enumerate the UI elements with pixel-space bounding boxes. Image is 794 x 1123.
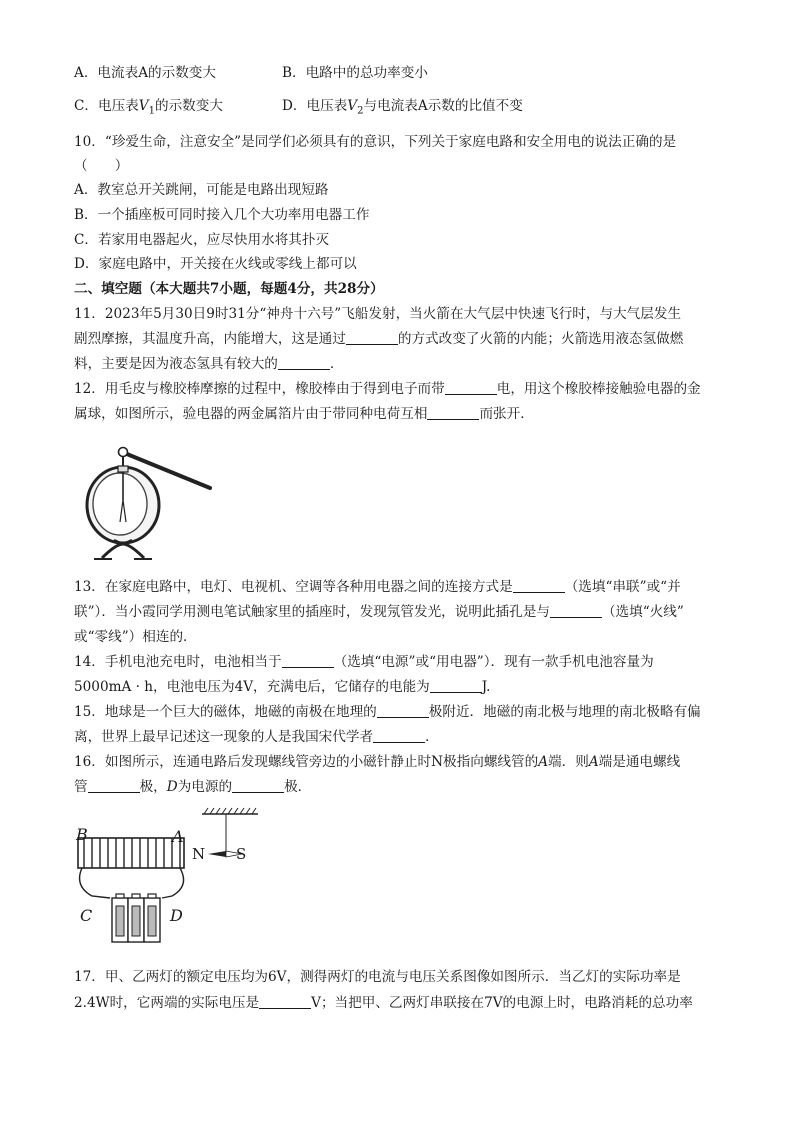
section-heading: 二、填空题（本大题共7小题，每题4分，共28分） <box>74 281 384 297</box>
q10-option-c: C．若家用电器起火，应尽快用水将其扑灭 <box>74 232 330 248</box>
answer-blank <box>513 578 565 593</box>
q16-line-1: 16．如图所示，连通电路后发现螺线管旁边的小磁针静止时N极指向螺线管的A端．则A端是通电螺线 <box>74 754 681 770</box>
label-a: A <box>172 827 184 846</box>
q11-line-2: 剧烈摩擦，其温度升高，内能增大，这是通过 的方式改变了火箭的内能；火箭选用液态氢做燃 <box>74 331 684 347</box>
electroscope-figure <box>76 440 216 562</box>
answer-blank <box>427 405 479 420</box>
label-b: B <box>76 825 88 844</box>
q15-line-2: 离，世界上最早记述这一现象的人是我国宋代学者 ． <box>74 729 439 745</box>
answer-blank <box>88 778 140 793</box>
q12-line-2: 属球，如图所示，验电器的两金属箔片由于带同种电荷互相 而张开． <box>74 406 534 422</box>
q12-line-1: 12．用毛皮与橡胶棒摩擦的过程中，橡胶棒由于得到电子而带 电，用这个橡胶棒接触验电器的金 <box>74 381 701 397</box>
q10-option-a: A．教室总开关跳闸，可能是电路出现短路 <box>74 182 329 198</box>
q11-line-1: 11．2023年5月30日9时31分“神舟十六号”飞船发射，当火箭在大气层中快速飞行时，与大气层发生 <box>74 306 682 322</box>
label-n: N <box>192 845 206 863</box>
q17-line-1: 17．甲、乙两灯的额定电压均为6V，测得两灯的电流与电压关系图像如图所示．当乙灯的实际功率是 <box>74 969 681 985</box>
answer-blank <box>278 355 330 370</box>
answer-blank <box>550 603 602 618</box>
q9-option-d: D．电压表$V_2$与电流表A示数的比值不变 <box>282 98 523 117</box>
q10-option-b: B．一个插座板可同时接入几个大功率用电器工作 <box>74 207 370 223</box>
answer-blank <box>232 778 284 793</box>
label-s: S <box>236 845 247 863</box>
answer-blank <box>282 653 334 668</box>
answer-blank <box>373 728 425 743</box>
q11-line-3: 料，主要是因为液态氢具有较大的 ． <box>74 356 344 372</box>
answer-blank <box>259 994 311 1009</box>
q9-option-b: B．电路中的总功率变小 <box>282 65 428 81</box>
q9-option-c: C．电压表$V_1$的示数变大 <box>74 98 223 117</box>
answer-blank <box>445 380 497 395</box>
q10-stem: 10．“珍爱生命，注意安全”是同学们必须具有的意识，下列关于家庭电路和安全用电的说法正确的是 <box>74 134 677 150</box>
q13-line-2: 联”）．当小霞同学用测电笔试触家里的插座时，发现氖管发光，说明此插孔是与 （选填“火线” <box>74 604 684 620</box>
label-d: D <box>170 906 183 925</box>
q13-line-3: 或“零线”）相连的． <box>74 629 197 645</box>
answer-blank <box>346 330 398 345</box>
q14-line-1: 14．手机电池充电时，电池相当于 （选填“电源”或“用电器”）．现有一款手机电池容量为 <box>74 654 654 670</box>
q9-option-a: A．电流表A的示数变大 <box>74 65 216 81</box>
answer-blank <box>377 703 429 718</box>
q10-option-d: D．家庭电路中，开关接在火线或零线上都可以 <box>74 256 357 272</box>
q17-line-2: 2.4W时，它两端的实际电压是 V；当把甲、乙两灯串联接在7V的电源上时，电路消耗的总功率 <box>74 995 693 1011</box>
answer-blank <box>430 678 482 693</box>
q14-line-2: 5000mA · h，电池电压为4V，充满电后，它储存的电能为 J. <box>74 679 491 695</box>
q13-line-1: 13．在家庭电路中，电灯、电视机、空调等各种用电器之间的连接方式是 （选填“串联”或“并 <box>74 579 681 595</box>
q15-line-1: 15．地球是一个巨大的磁体，地磁的南极在地理的 极附近．地磁的南北极与地理的南北极略有偏 <box>74 704 701 720</box>
label-c: C <box>80 906 93 925</box>
q16-line-2: 管 极，D为电源的 极． <box>74 779 312 795</box>
q10-answer-paren: （ ） <box>74 158 129 174</box>
solenoid-circuit-figure <box>70 806 270 956</box>
